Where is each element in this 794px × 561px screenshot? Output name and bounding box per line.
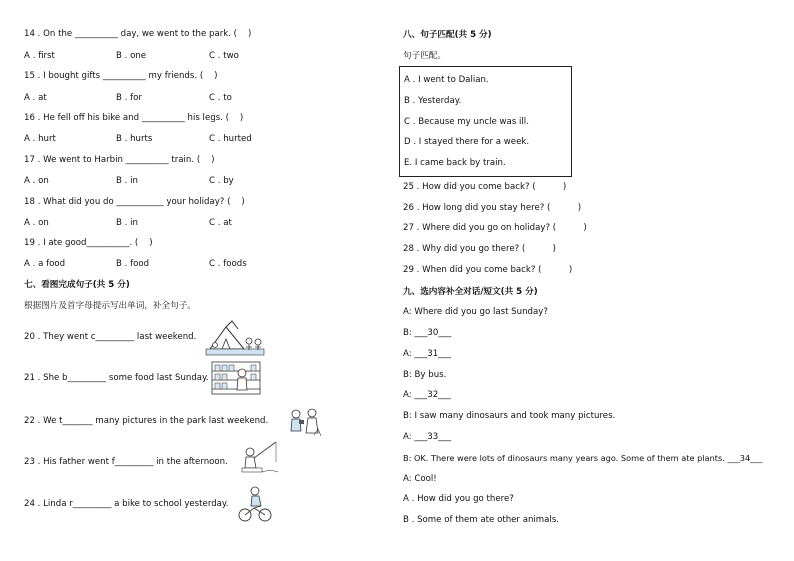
q18-stem: 18 . What did you do ___________ your holiday? ( ) xyxy=(24,197,245,207)
dialogue-line-8 xyxy=(403,453,762,464)
dialogue-speaker: A: xyxy=(403,349,415,359)
dialogue-line-3 xyxy=(403,349,451,360)
section-8-instruction: 句子匹配。 xyxy=(403,51,446,61)
section-7-instruction: 根据图片及首字母提示写出单词，补全句子。 xyxy=(24,301,196,311)
dialogue-line-6: B: I saw many dinosaurs and took many pictures. xyxy=(403,411,616,421)
q24-sentence: 24 . Linda r_________ a bike to school yesterday. xyxy=(24,499,229,509)
q21-sentence: 21 . She b_________ some food last Sunday. xyxy=(24,373,209,383)
q19-stem: 19 . I ate good__________. ( ) xyxy=(24,238,153,248)
match-option-b: B . Yesterday. xyxy=(404,96,462,106)
q14-stem: 14 . On the __________ day, we went to the park. ( ) xyxy=(24,29,252,39)
section-8-title: 八、句子匹配(共 5 分) xyxy=(403,30,492,40)
q14-option-b[interactable]: B . one xyxy=(116,51,147,61)
camping-picture xyxy=(204,319,266,357)
dialogue-speaker: B: xyxy=(403,328,415,338)
q18-option-a[interactable]: A . on xyxy=(24,218,49,228)
q17-option-c[interactable]: C . by xyxy=(209,176,234,186)
q25-question[interactable]: 25 . How did you come back? ( ) xyxy=(403,182,567,192)
q22-sentence: 22 . We t_______ many pictures in the park last weekend. xyxy=(24,416,269,426)
q15-option-a[interactable]: A . at xyxy=(24,93,47,103)
dialogue-line-4: B: By bus. xyxy=(403,370,447,380)
match-option-d: D . I stayed there for a week. xyxy=(404,137,530,147)
q29-question[interactable]: 29 . When did you come back? ( ) xyxy=(403,265,573,275)
q16-option-a[interactable]: A . hurt xyxy=(24,134,56,144)
q17-stem: 17 . We went to Harbin __________ train. ( ) xyxy=(24,155,215,165)
dialogue-line-5 xyxy=(403,390,451,401)
blank-32[interactable]: ___32___ xyxy=(414,390,452,400)
photo-taking-picture xyxy=(288,405,322,439)
q16-stem: 16 . He fell off his bike and __________ his legs. ( ) xyxy=(24,113,244,123)
blank-30[interactable]: ___30___ xyxy=(414,328,452,338)
q19-option-a[interactable]: A . a food xyxy=(24,259,66,269)
q26-question[interactable]: 26 . How long did you stay here? ( ) xyxy=(403,203,582,213)
q23-sentence: 23 . His father went f_________ in the afternoon. xyxy=(24,457,228,467)
q27-question[interactable]: 27 . Where did you go on holiday? ( ) xyxy=(403,223,587,233)
q14-option-c[interactable]: C . two xyxy=(209,51,239,61)
dialogue-text: B: OK. There were lots of dinosaurs many years ago. Some of them ate plants. xyxy=(403,453,728,463)
q18-option-c[interactable]: C . at xyxy=(209,218,232,228)
dialogue-line-1: A: Where did you go last Sunday? xyxy=(403,307,548,317)
dialogue-speaker: A: xyxy=(403,390,415,400)
q15-option-b[interactable]: B . for xyxy=(116,93,142,103)
q14-option-a[interactable]: A . first xyxy=(24,51,55,61)
match-option-e: E. I came back by train. xyxy=(404,158,506,168)
choice-option-a[interactable]: A . How did you go there? xyxy=(403,494,514,504)
dialogue-line-7 xyxy=(403,432,451,443)
blank-33[interactable]: ___33___ xyxy=(414,432,452,442)
q18-option-b[interactable]: B . in xyxy=(116,218,138,228)
q20-sentence: 20 . They went c_________ last weekend. xyxy=(24,332,197,342)
q19-option-b[interactable]: B . food xyxy=(116,259,150,269)
section-7-title: 七、看图完成句子(共 5 分) xyxy=(24,280,130,290)
q17-option-a[interactable]: A . on xyxy=(24,176,49,186)
q16-option-b[interactable]: B . hurts xyxy=(116,134,153,144)
choice-option-b[interactable]: B . Some of them ate other animals. xyxy=(403,515,560,525)
blank-34[interactable]: ___34___ xyxy=(727,453,763,463)
q15-stem: 15 . I bought gifts __________ my friends. ( ) xyxy=(24,71,218,81)
dialogue-speaker: A: xyxy=(403,432,415,442)
q19-option-c[interactable]: C . foods xyxy=(209,259,247,269)
q16-option-c[interactable]: C . hurted xyxy=(209,134,252,144)
shopping-picture xyxy=(211,360,261,396)
dialogue-line-2 xyxy=(403,328,451,339)
fishing-picture xyxy=(240,440,280,476)
q28-question[interactable]: 28 . Why did you go there? ( ) xyxy=(403,244,556,254)
blank-31[interactable]: ___31___ xyxy=(414,349,452,359)
q17-option-b[interactable]: B . in xyxy=(116,176,138,186)
match-option-c: C . Because my uncle was ill. xyxy=(404,117,529,127)
match-option-a: A . I went to Dalian. xyxy=(404,75,489,85)
dialogue-line-9: A: Cool! xyxy=(403,474,437,484)
bike-riding-picture xyxy=(237,484,273,524)
section-9-title: 九、选内容补全对话/短文(共 5 分) xyxy=(403,287,538,297)
q15-option-c[interactable]: C . to xyxy=(209,93,232,103)
